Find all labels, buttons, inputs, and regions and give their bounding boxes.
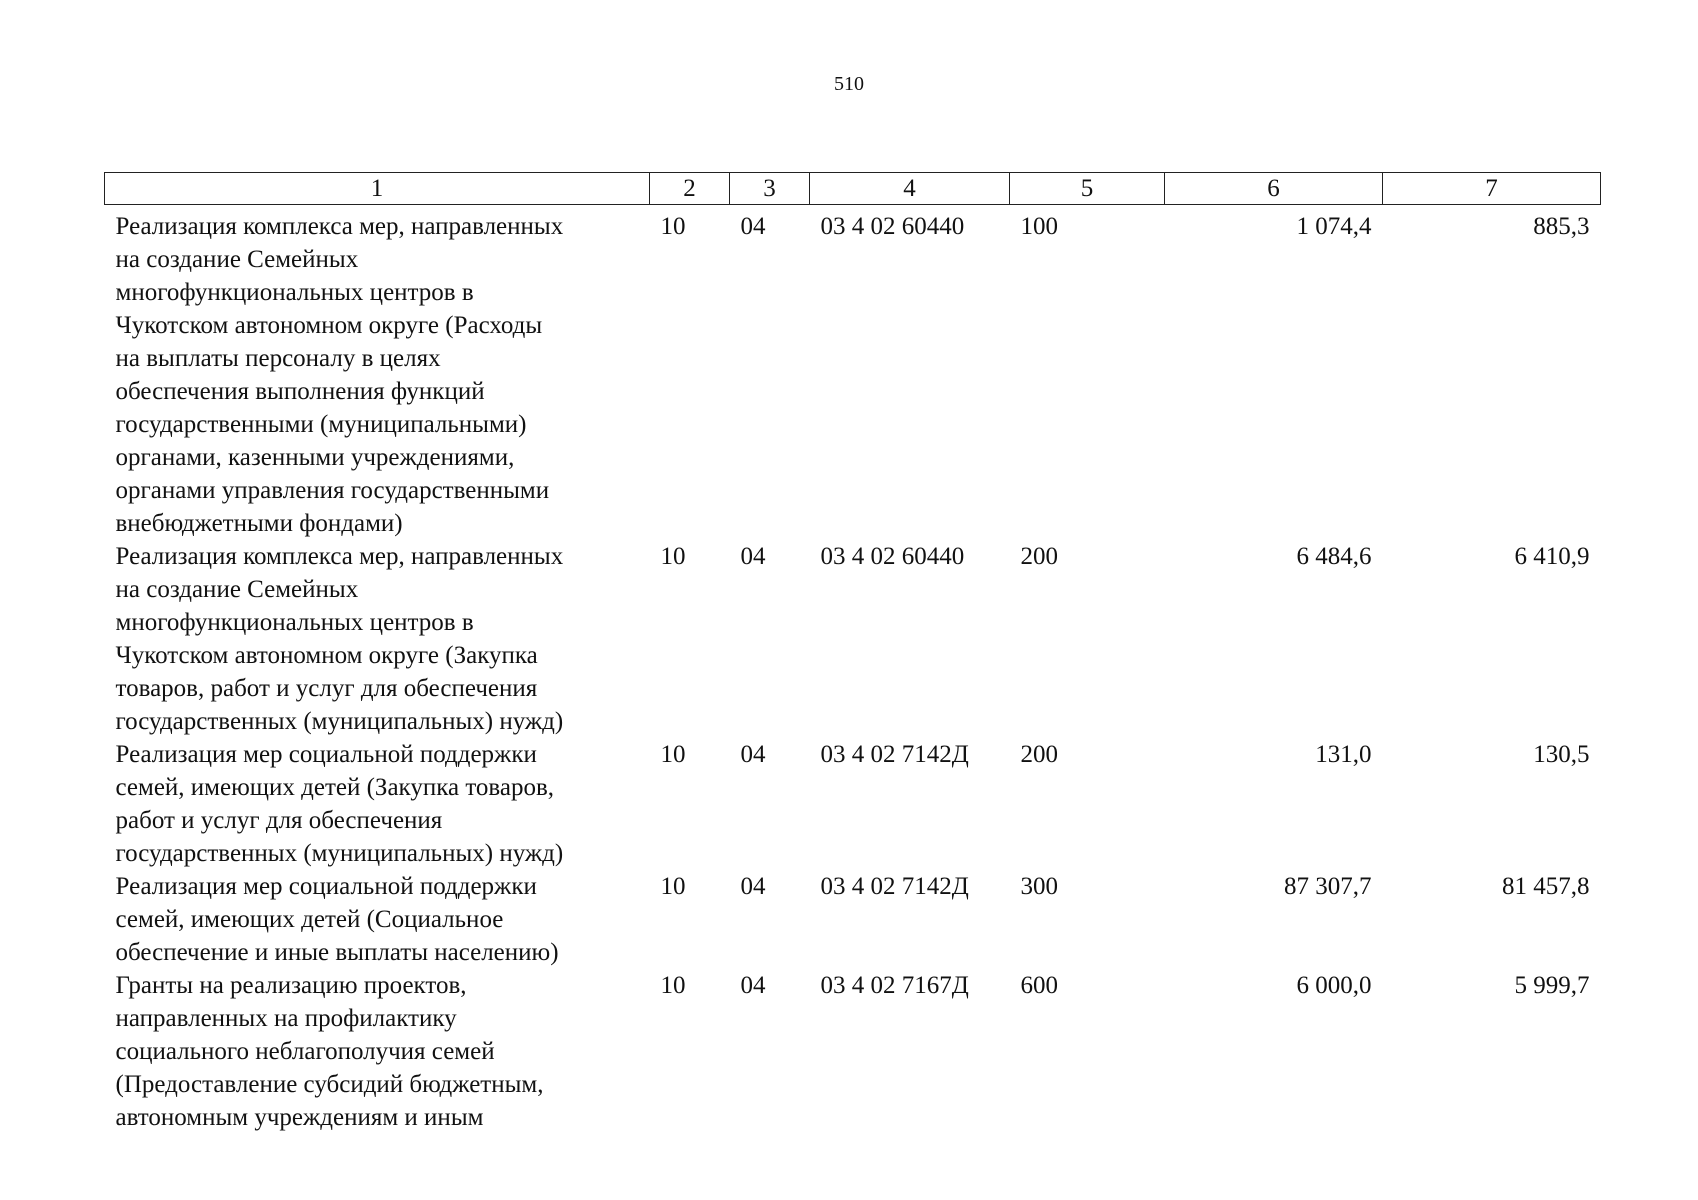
table-row bbox=[105, 969, 1601, 1134]
row-target-article: 03 4 02 7167Д bbox=[820, 972, 969, 999]
row-section: 10 bbox=[660, 873, 686, 900]
row-subsection: 04 bbox=[740, 972, 766, 999]
row-section: 10 bbox=[660, 213, 686, 240]
row-value-6: 1 074,4 bbox=[1296, 213, 1372, 240]
row-subsection: 04 bbox=[740, 741, 766, 768]
row-name: Гранты на реализацию проектов, направленных на профилактику социального неблагополучия семей (Предоставление субсидий бюджетным, автономным учреждениям и иным bbox=[115, 972, 544, 1131]
page-number: 510 bbox=[834, 73, 864, 95]
row-name: Реализация мер социальной поддержки семей, имеющих детей (Закупка товаров, работ и услуг для обеспечения государственных (муниципальных) нужд) bbox=[115, 741, 564, 867]
table-header-row bbox=[105, 173, 1601, 205]
row-subsection: 04 bbox=[740, 543, 766, 570]
row-section: 10 bbox=[660, 741, 686, 768]
row-value-6: 6 484,6 bbox=[1296, 543, 1372, 570]
row-target-article: 03 4 02 7142Д bbox=[820, 873, 969, 900]
row-value-7: 130,5 bbox=[1533, 741, 1590, 768]
header-col-2: 2 bbox=[650, 173, 730, 205]
row-target-article: 03 4 02 60440 bbox=[820, 543, 965, 570]
row-target-article: 03 4 02 60440 bbox=[820, 213, 965, 240]
header-col-7: 7 bbox=[1383, 173, 1601, 205]
row-expense-type: 200 bbox=[1020, 543, 1058, 570]
row-value-6: 6 000,0 bbox=[1296, 972, 1372, 999]
row-name: Реализация комплекса мер, направленных на создание Семейных многофункциональных центров в Чукотском автономном округе (Расходы на выплаты персоналу в целях обеспечения выполнения функций государственными (муниципальными) органами, казенными учреждениями, органами управления государственными внебюджетными фондами) bbox=[115, 213, 564, 537]
row-name: Реализация комплекса мер, направленных на создание Семейных многофункциональных центров в Чукотском автономном округе (Закупка товаров, работ и услуг для обеспечения государственных (муниципальных) нужд) bbox=[115, 543, 564, 735]
table-row bbox=[105, 205, 1601, 541]
header-col-1: 1 bbox=[105, 173, 650, 205]
row-section: 10 bbox=[660, 972, 686, 999]
row-target-article: 03 4 02 7142Д bbox=[820, 741, 969, 768]
row-subsection: 04 bbox=[740, 873, 766, 900]
table-row bbox=[105, 738, 1601, 870]
row-subsection: 04 bbox=[740, 213, 766, 240]
row-value-7: 5 999,7 bbox=[1514, 972, 1590, 999]
header-col-6: 6 bbox=[1165, 173, 1383, 205]
header-col-3: 3 bbox=[730, 173, 810, 205]
header-col-5: 5 bbox=[1010, 173, 1165, 205]
row-value-7: 6 410,9 bbox=[1514, 543, 1590, 570]
row-value-6: 87 307,7 bbox=[1284, 873, 1372, 900]
row-value-7: 885,3 bbox=[1533, 213, 1590, 240]
table-row bbox=[105, 870, 1601, 969]
row-expense-type: 200 bbox=[1020, 741, 1058, 768]
row-value-7: 81 457,8 bbox=[1502, 873, 1590, 900]
row-name: Реализация мер социальной поддержки семей, имеющих детей (Социальное обеспечение и иные выплаты населению) bbox=[115, 873, 559, 966]
row-expense-type: 300 bbox=[1020, 873, 1058, 900]
row-expense-type: 100 bbox=[1020, 213, 1058, 240]
row-value-6: 131,0 bbox=[1315, 741, 1372, 768]
table-row bbox=[105, 540, 1601, 738]
budget-table bbox=[104, 172, 1601, 1134]
row-section: 10 bbox=[660, 543, 686, 570]
header-col-4: 4 bbox=[810, 173, 1010, 205]
row-expense-type: 600 bbox=[1020, 972, 1058, 999]
